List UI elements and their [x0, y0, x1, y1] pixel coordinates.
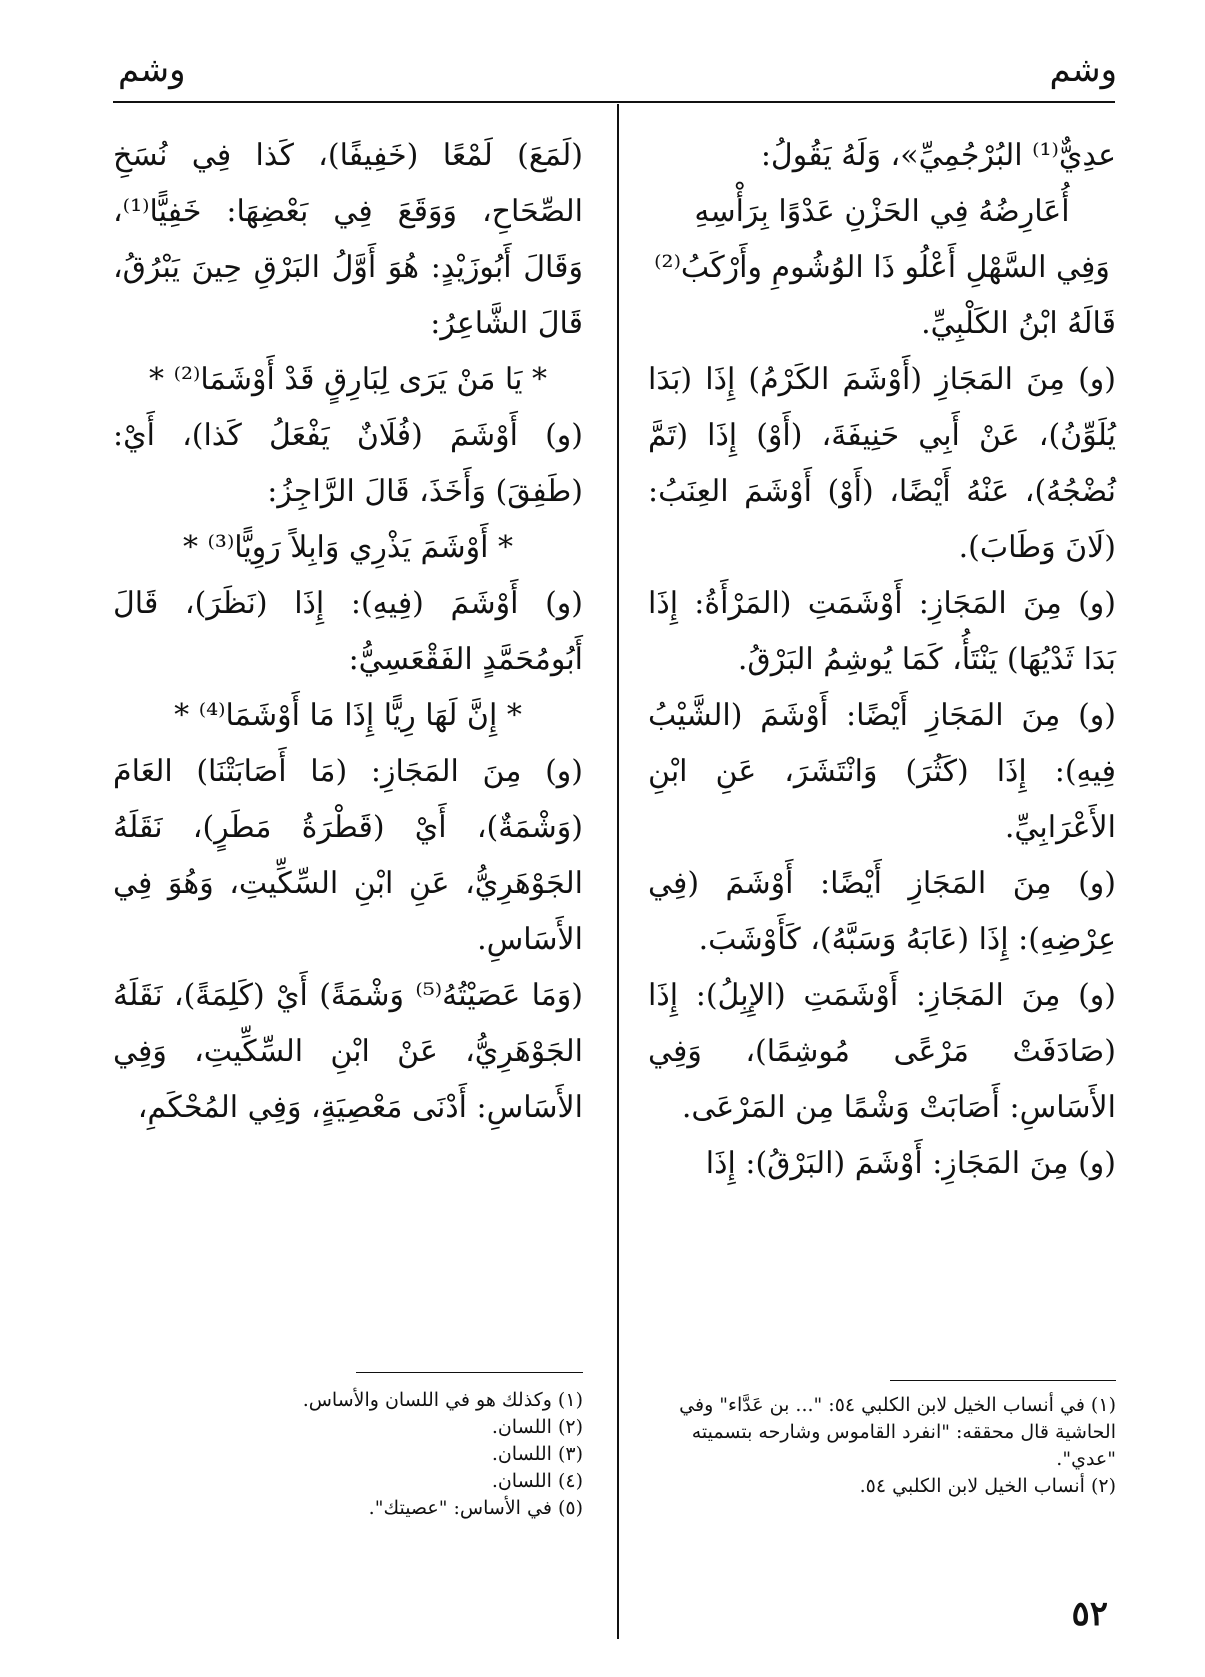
paragraph: (و) أَوْشَمَ (فُلَانٌ يَفْعَلُ كَذا)، أَيْ: (طَفِقَ) وَأَخَذَ، قَالَ الرَّاجِزُ:: [113, 418, 583, 509]
paragraph: (و) مِنَ المَجَازِ: أَوْشَمَ (البَرْقُ): إِذَا: [705, 1146, 1116, 1181]
footnote-rule-left: [356, 1372, 583, 1373]
paragraph: (لَمَعَ) لَمْعًا (خَفِيفًا)، كَذا فِي نُسَخِ الصِّحَاحِ، وَوَقَعَ فِي بَعْضِهَا: خَفِيًّا⁽¹⁾، وَقَالَ أَبُوزَيْدٍ: هُوَ أَوَّلُ البَرْقِ حِينَ يَبْرُقُ، قَالَ الشَّاعِرُ:: [113, 138, 583, 341]
paragraph: (و) مِنَ المَجَازِ: (مَا أَصَابَتْنَا) العَامَ (وَشْمَةٌ)، أَيْ (قَطْرَةُ مَطَرٍ)، نَقَلَهُ الجَوْهَرِيُّ، عَنِ ابْنِ السِّكِّيتِ، وَهُوَ فِي الأَسَاسِ.: [113, 754, 583, 957]
footnote: (٥) في الأساس: "عصيتك".: [368, 1497, 583, 1519]
paragraph: (و) مِنَ المَجَازِ: أَوْشَمَتِ (المَرْأَةُ: إِذَا بَدَا ثَدْيُهَا) يَنْتَأُ، كَمَا يُوشِمُ البَرْقُ.: [648, 586, 1116, 677]
paragraph: (و) مِنَ المَجَازِ (أَوْشَمَ الكَرْمُ) إِذَا (بَدَا يُلَوِّنُ)، عَنْ أَبِي حَنِيفَةَ، (أَوْ) إِذَا (تَمَّ نُضْجُهُ)، عَنْهُ أَيْضًا، (أَوْ) أَوْشَمَ العِنَبُ: (لَانَ وَطَابَ).: [648, 362, 1116, 565]
footnote: (٤) اللسان.: [491, 1470, 583, 1492]
footnotes-right: [648, 1392, 1116, 1500]
header-rule: [113, 101, 1115, 103]
verse-line: وَفِي السَّهْلِ أَعْلُو ذَا الوُشُومِ وأَرْكَبُ⁽²⁾: [654, 250, 1110, 285]
running-header-left: وشم: [118, 50, 186, 90]
paragraph: (و) مِنَ المَجَازِ: أَوْشَمَتِ (الإِبِلُ): إِذَا (صَادَفَتْ مَرْعًى مُوشِمًا)، وَفِي الأَسَاسِ: أَصَابَتْ وَشْمًا مِن المَرْعَى.: [648, 978, 1116, 1125]
paragraph: (و) مِنَ المَجَازِ أَيْضًا: أَوْشَمَ (فِي عِرْضِهِ): إِذَا (عَابَهُ وَسَبَّهُ)، كَأَوْشَبَ.: [648, 866, 1116, 957]
verse-line: * إِنَّ لَهَا رِيًّا إِذَا مَا أَوْشَمَا⁽⁴⁾ *: [174, 698, 522, 733]
footnote: (٢) اللسان.: [491, 1416, 583, 1438]
text-line: عدِيٌّ⁽¹⁾ البُرْجُمِيِّ»، وَلَهُ يَقُولُ:: [760, 138, 1116, 173]
text-line: قَالَهُ ابْنُ الكَلْبِيِّ.: [921, 306, 1116, 341]
footnote: (٣) اللسان.: [491, 1443, 583, 1465]
verse-line: * يَا مَنْ يَرَى لِبَارِقٍ قَدْ أَوْشَمَا⁽²⁾ *: [149, 362, 547, 397]
footnote: (١) وكذلك هو في اللسان والأساس.: [302, 1389, 583, 1411]
footnote: (١) في أنساب الخيل لابن الكلبي ٥٤: "... بن عَدَّاء" وفي الحاشية قال محققه: "انفرد القاموس وشارحه بتسميته "عدي".: [679, 1394, 1116, 1470]
right-column: [648, 128, 1116, 1192]
verse-line: * أَوْشَمَ يَذْرِي وَابِلاً رَوِيًّا⁽³⁾ *: [183, 530, 513, 565]
column-divider: [617, 104, 619, 1639]
verse-line: أُعَارِضُهُ فِي الحَزْنِ عَدْوًا بِرَأْسِهِ: [694, 194, 1070, 229]
running-header-right: وشم: [1049, 50, 1117, 90]
page-number: ٥٢: [1071, 1594, 1108, 1634]
footnote-rule-right: [890, 1380, 1116, 1381]
paragraph: (و) مِنَ المَجَازِ أَيْضًا: أَوْشَمَ (الشَّيْبُ فِيهِ): إِذَا (كَثُرَ) وَانْتَشَرَ، عَنِ ابْنِ الأَعْرَابِيِّ.: [648, 698, 1116, 845]
footnotes-left: [280, 1387, 583, 1522]
footnote: (٢) أنساب الخيل لابن الكلبي ٥٤.: [859, 1475, 1116, 1497]
paragraph: (وَمَا عَصَيْتُهُ⁽⁵⁾ وَشْمَةً) أَيْ (كَلِمَةً)، نَقَلَهُ الجَوْهَرِيُّ، عَنْ ابْنِ السِّكِّيتِ، وَفِي الأَسَاسِ: أَدْنَى مَعْصِيَةٍ، وَفِي المُحْكَمِ،: [113, 978, 583, 1125]
paragraph: (و) أَوْشَمَ (فِيهِ): إِذَا (نَظَرَ)، قَالَ أَبُومُحَمَّدٍ الفَقْعَسِيُّ:: [113, 586, 583, 677]
left-column: [113, 128, 583, 1136]
